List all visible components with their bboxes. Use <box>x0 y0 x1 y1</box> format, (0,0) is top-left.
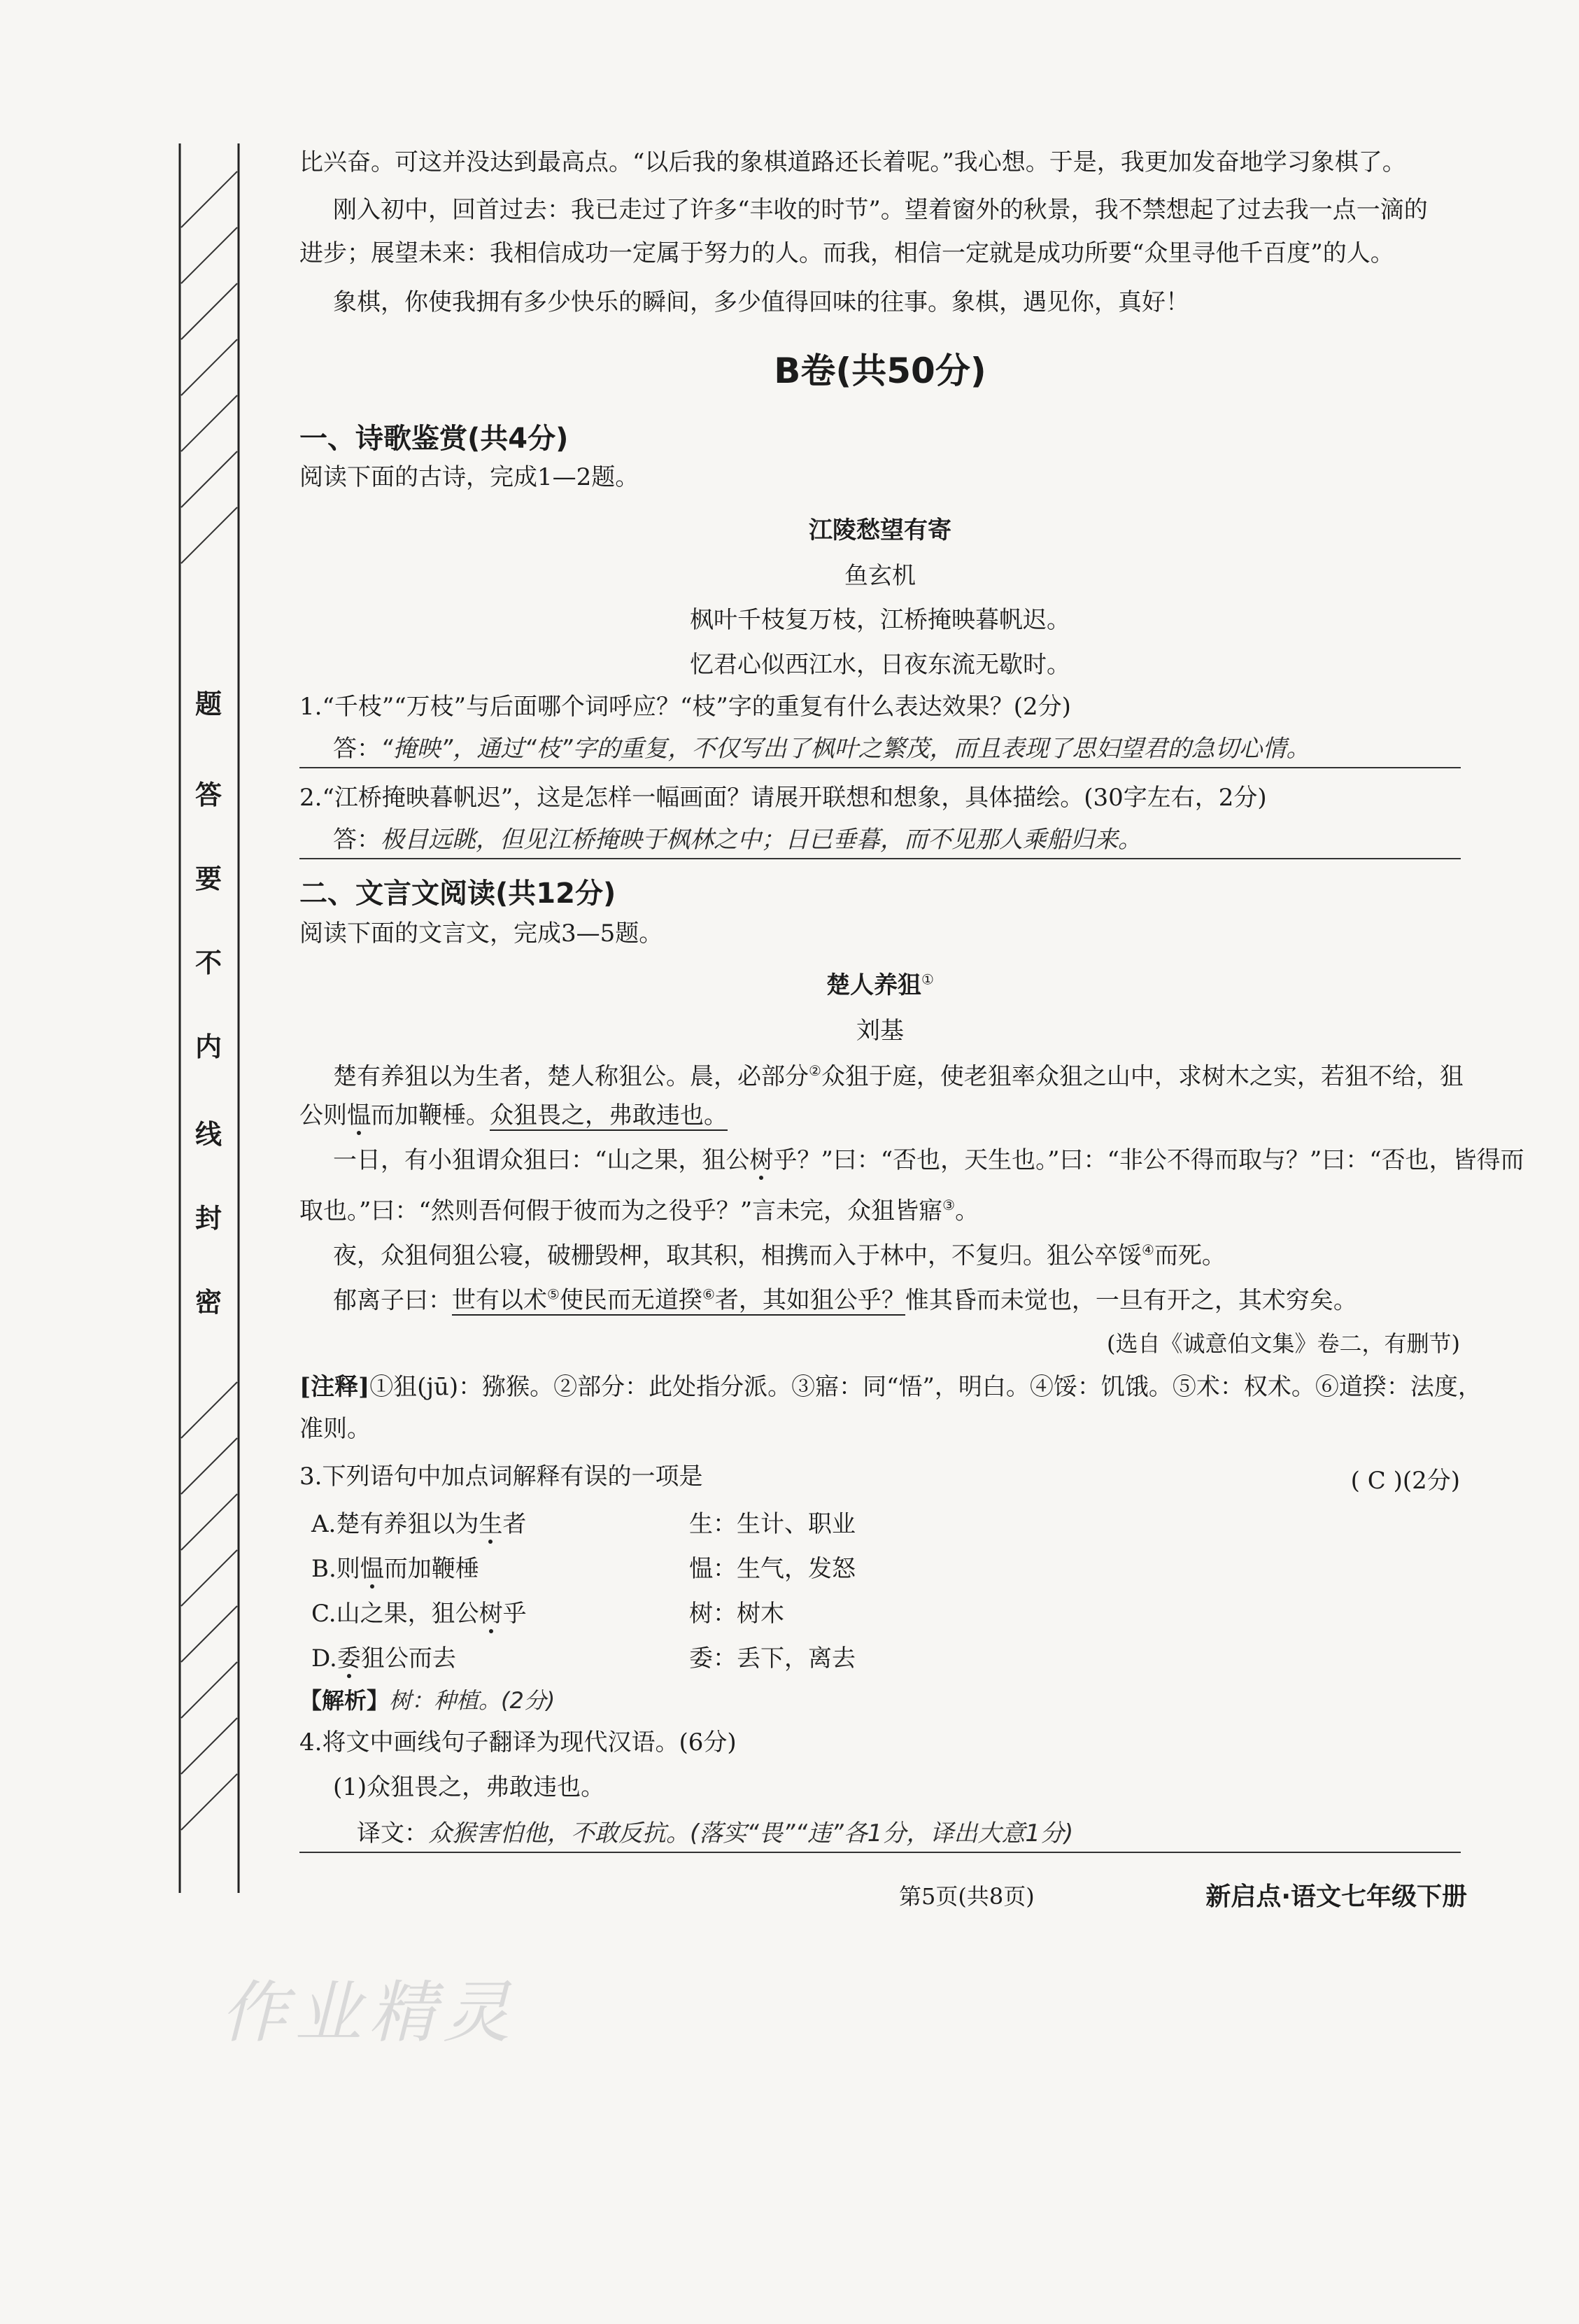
footnote-mark: ① <box>921 971 934 988</box>
seal-char: 答 <box>194 780 222 810</box>
question-3: 3.下列语句中加点词解释有误的一项是 <box>299 1463 703 1491</box>
poem-line: 忆君心似西江水，日夜东流无歇时。 <box>690 651 1070 679</box>
option-c-explanation: 树：树木 <box>689 1600 784 1628</box>
text: ①狙(jū)：猕猴。②部分：此处指分派。③寤：同“悟”，明白。④馁：饥饿。⑤术：权术。⑥道揆：法度， <box>369 1373 1482 1401</box>
book-title: 新启点·语文七年级下册 <box>1205 1882 1467 1911</box>
text: 取也。”曰：“然则吾何假于彼而为之役乎？”言未完，众狙皆寤 <box>299 1197 943 1225</box>
essay-para-line: 刚入初中，回首过去：我已走过了许多“丰收的时节”。望着窗外的秋景，我不禁想起了过去我一点一滴的 <box>333 196 1428 224</box>
dotted-word: 树 <box>479 1600 503 1628</box>
text: 众狙于庭，使老狙率众狙之山中，求树木之实，若狙不给，狙 <box>821 1062 1464 1091</box>
question-4-translation <box>357 1818 1518 1849</box>
seal-char: 题 <box>194 689 222 719</box>
option-a <box>311 1505 526 1539</box>
text: 使民而无道揆 <box>559 1286 702 1315</box>
seal-line-strip <box>178 143 241 1893</box>
dotted-word: 生 <box>479 1510 503 1538</box>
poetry-heading: 一、诗歌鉴赏(共4分) <box>299 423 569 455</box>
footnote-mark: ④ <box>1142 1241 1154 1258</box>
section-b-title: B卷(共50分) <box>774 351 986 391</box>
option-label: D. <box>311 1645 337 1672</box>
underlined-sentence: 众狙畏之，弗敢违也。 <box>490 1101 728 1129</box>
passage-source: (选自《诚意伯文集》卷二，有删节) <box>1107 1330 1460 1357</box>
poem-title: 江陵愁望有寄 <box>809 516 951 544</box>
option-b-explanation: 愠：生气，发怒 <box>689 1555 856 1583</box>
answer-line <box>299 767 1461 768</box>
answer-label: 译文： <box>357 1819 428 1847</box>
passage-line <box>333 1234 1494 1271</box>
poem-line: 枫叶千枝复万枝，江桥掩映暮帆迟。 <box>690 606 1070 634</box>
option-label: C. <box>311 1600 337 1628</box>
seal-char: 要 <box>194 864 222 894</box>
poem-author: 鱼玄机 <box>844 562 916 590</box>
option-b <box>311 1549 479 1584</box>
answer-2 <box>333 824 1494 855</box>
question-2: 2.“江桥掩映暮帆迟”，这是怎样一幅画面？请展开联想和想象，具体描绘。(30字左右，2分) <box>299 784 1267 812</box>
watermark: 作业精灵 <box>220 1973 517 2052</box>
classical-instruction: 阅读下面的文言文，完成3—5题。 <box>299 920 663 948</box>
analysis-text: 树：种植。(2分) <box>389 1687 555 1714</box>
essay-para-line: 象棋，你使我拥有多少快乐的瞬间，多少值得回味的往事。象棋，遇见你，真好！ <box>333 288 1189 316</box>
text: 山之果，狙公 <box>336 1600 479 1628</box>
text: 而死。 <box>1154 1241 1226 1270</box>
dotted-word: 树 <box>749 1146 774 1174</box>
passage-line <box>299 1100 1461 1131</box>
seal-char: 不 <box>194 948 222 978</box>
dotted-word: 愠 <box>347 1101 371 1129</box>
answer-label: 答： <box>333 735 381 763</box>
essay-tail-line: 比兴奋。可这并没达到最高点。“以后我的象棋道路还长着呢。”我心想。于是，我更加发奋地学习象棋了。 <box>299 148 1406 176</box>
footnote-mark: ③ <box>942 1197 956 1213</box>
text: 狙公而去 <box>360 1645 456 1672</box>
answer-1 <box>333 733 1494 764</box>
analysis-label: 【解析】 <box>299 1687 390 1714</box>
seal-char: 封 <box>194 1203 222 1234</box>
poetry-instruction: 阅读下面的古诗，完成1—2题。 <box>299 463 639 491</box>
notes-label: [注释] <box>299 1373 370 1401</box>
notes-line <box>299 1372 1482 1402</box>
classical-heading: 二、文言文阅读(共12分) <box>299 878 616 910</box>
underlined-sentence <box>452 1286 905 1316</box>
answer-text: “掩映”，通过“枝”字的重复，不仅写出了枫叶之繁茂，而且表现了思妇望君的急切心情。 <box>381 735 1310 763</box>
answer-label: 答： <box>333 826 381 854</box>
text: 则 <box>336 1555 360 1583</box>
text: 郁离子曰： <box>333 1286 452 1315</box>
passage-line <box>333 1145 1524 1176</box>
option-d <box>311 1639 456 1673</box>
option-c <box>311 1594 527 1628</box>
text: 楚有养狙以为 <box>336 1510 479 1538</box>
question-1: 1.“千枝”“万枝”与后面哪个词呼应？“枝”字的重复有什么表达效果？(2分) <box>299 693 1071 721</box>
dotted-word: 委 <box>337 1645 361 1672</box>
seal-char: 内 <box>194 1031 222 1062</box>
text: 公则 <box>299 1101 347 1129</box>
question-4-sub1: (1)众狙畏之，弗敢违也。 <box>333 1773 605 1801</box>
option-d-explanation: 委：丢下，离去 <box>689 1645 856 1672</box>
answer-text: 极目远眺，但见江桥掩映于枫林之中；日已垂暮，而不见那人乘船归来。 <box>381 826 1142 854</box>
question-3-answer: ( C )(2分) <box>1350 1467 1460 1495</box>
question-4: 4.将文中画线句子翻译为现代汉语。(6分) <box>299 1728 737 1756</box>
option-label: B. <box>311 1555 337 1583</box>
page-number: 第5页(共8页) <box>899 1883 1035 1910</box>
text: 者 <box>502 1510 527 1538</box>
passage-author: 刘基 <box>856 1017 904 1045</box>
text: 夜，众狙伺狙公寝，破栅毁柙，取其积，相携而入于林中，不复归。狙公卒馁 <box>333 1241 1142 1270</box>
text: 乎？”曰：“否也，天生也。”曰：“非公不得而取与？”曰：“否也，皆得而 <box>773 1146 1524 1174</box>
text: 惟其昏而未觉也，一旦有开之，其术穷矣。 <box>905 1286 1357 1315</box>
passage-title <box>299 966 1461 1000</box>
text: 乎 <box>502 1600 527 1628</box>
answer-text: 众猴害怕他，不敢反抗。(落实“畏”“违”各1分，译出大意1分) <box>428 1819 1074 1847</box>
footnote-mark: ⑤ <box>547 1286 560 1303</box>
answer-line <box>299 858 1461 859</box>
text: 。 <box>955 1197 979 1225</box>
passage-title-text: 楚人养狙 <box>826 971 922 999</box>
text: 而加鞭棰。 <box>371 1101 490 1129</box>
passage-line <box>299 1190 1461 1226</box>
footnote-mark: ⑥ <box>702 1286 715 1303</box>
text: 楚有养狙以为生者，楚人称狙公。晨，必部分 <box>333 1062 809 1091</box>
notes-line: 准则。 <box>299 1415 371 1443</box>
essay-para-line: 进步；展望未来：我相信成功一定属于努力的人。而我，相信一定就是成功所要“众里寻他千百度”的人。 <box>299 239 1394 267</box>
dotted-word: 愠 <box>360 1555 384 1583</box>
option-a-explanation: 生：生计、职业 <box>689 1510 856 1538</box>
footnote-mark: ② <box>809 1062 821 1079</box>
passage-line <box>333 1055 1494 1092</box>
seal-char: 密 <box>194 1287 222 1318</box>
option-label: A. <box>311 1510 337 1538</box>
answer-line <box>299 1852 1461 1853</box>
analysis <box>299 1685 1461 1716</box>
text: 而加鞭棰 <box>383 1555 479 1583</box>
text: 者，其如狙公乎？ <box>714 1286 905 1315</box>
text: 世有以术 <box>452 1286 547 1315</box>
passage-line <box>333 1279 1494 1316</box>
text: 一日，有小狙谓众狙曰：“山之果，狙公 <box>333 1146 750 1174</box>
seal-char: 线 <box>194 1119 222 1150</box>
